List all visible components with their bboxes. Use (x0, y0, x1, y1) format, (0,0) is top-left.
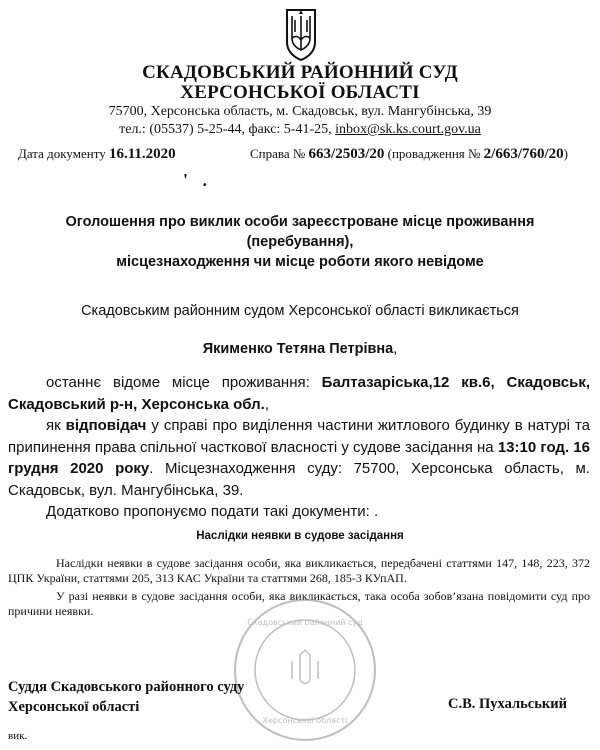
court-location: . Місцезнаходження суду: 75700, Херсонська область, м. Скадовськ, вул. Мангубінська, 39. (8, 460, 590, 499)
case-text: у справі про виділення частини житлового будинку в натурі та припинення права спільної часткової власності у судове засідання на (8, 417, 591, 456)
case-value: 663/2503/20 (308, 146, 385, 162)
documents-paragraph: Додатково пропонуємо подати такі документи: . (46, 503, 379, 520)
notice-title-line2: місцезнаходження чи місце роботи якого невідоме (116, 254, 484, 270)
proceeding-suffix: ) (563, 146, 569, 161)
judge-title-line1: Суддя Скадовського районного суду (8, 679, 245, 695)
scan-dots: ' . (183, 170, 213, 190)
consequences-para2: У разі неявки в судове засідання особи, яка викликається, така особа зобов’язана повідомити суд про причини неявки. (8, 589, 590, 618)
residence-paragraph (8, 372, 590, 415)
court-name-line1: СКАДОВСЬКИЙ РАЙОННИЙ СУД (142, 62, 458, 83)
court-address: 75700, Херсонська область, м. Скадовськ, вул. Мангубінська, 39 (108, 104, 492, 119)
document-date (18, 146, 176, 163)
residence-label: останнє відоме місце проживання: (46, 374, 322, 391)
court-email-link[interactable]: inbox@sk.ks.court.gov.ua (335, 122, 481, 137)
consequences-para1: Наслідки неявки в судове засідання особи, яка викликається, передбачені статтями 147, 148, 223, 372 ЦПК України, статтями 205, 313 КАС України та статтями 268, 185-3 КУпАП. (8, 556, 590, 585)
case-label: Справа № (250, 146, 306, 161)
role-prefix: як (46, 417, 66, 434)
court-phone-fax: тел.: (05537) 5-25-44, факс: 5-41-25, (119, 122, 336, 137)
court-contacts (0, 122, 600, 138)
notice-title-line1: Оголошення про виклик особи зареєстроване місце проживання (перебування), (65, 214, 535, 250)
judge-title-line2: Херсонської області (8, 699, 140, 715)
hearing-time: 13:10 год. 16 грудня 2020 року (8, 438, 590, 477)
person-comma: , (393, 341, 398, 357)
role: відповідач (65, 417, 147, 434)
residence-value: Балтазаріська,12 кв.6, Скадовськ, Скадовський р-н, Херсонська обл. (8, 374, 590, 413)
proceeding-prefix: (провадження № (387, 146, 481, 161)
svg-text:Херсонської області: Херсонської області (262, 716, 348, 725)
judge-title (8, 677, 244, 717)
date-label: Дата документу (18, 146, 106, 161)
case-paragraph (8, 415, 590, 501)
consequences-title: Наслідки неявки в судове засідання (196, 530, 404, 542)
judge-name: С.В. Пухальський (448, 696, 567, 712)
summoned-person (0, 341, 600, 357)
issued-by-label: вик. (8, 730, 28, 742)
residence-end: , (264, 395, 270, 413)
court-seal-stamp (230, 595, 380, 745)
notice-body (8, 372, 590, 523)
notice-title (20, 212, 580, 272)
svg-text:Скадовський районний суд: Скадовський районний суд (247, 618, 363, 627)
summons-line: Скадовським районним судом Херсонської області викликається (81, 303, 519, 319)
case-number (250, 146, 568, 163)
date-value: 16.11.2020 (108, 146, 176, 162)
proceeding-value: 2/663/760/20 (483, 146, 564, 162)
court-name-line2: ХЕРСОНСЬКОЇ ОБЛАСТІ (180, 82, 420, 103)
person-name: Якименко Тетяна Петрівна (202, 341, 394, 357)
trident-coat-of-arms-icon (284, 6, 318, 62)
